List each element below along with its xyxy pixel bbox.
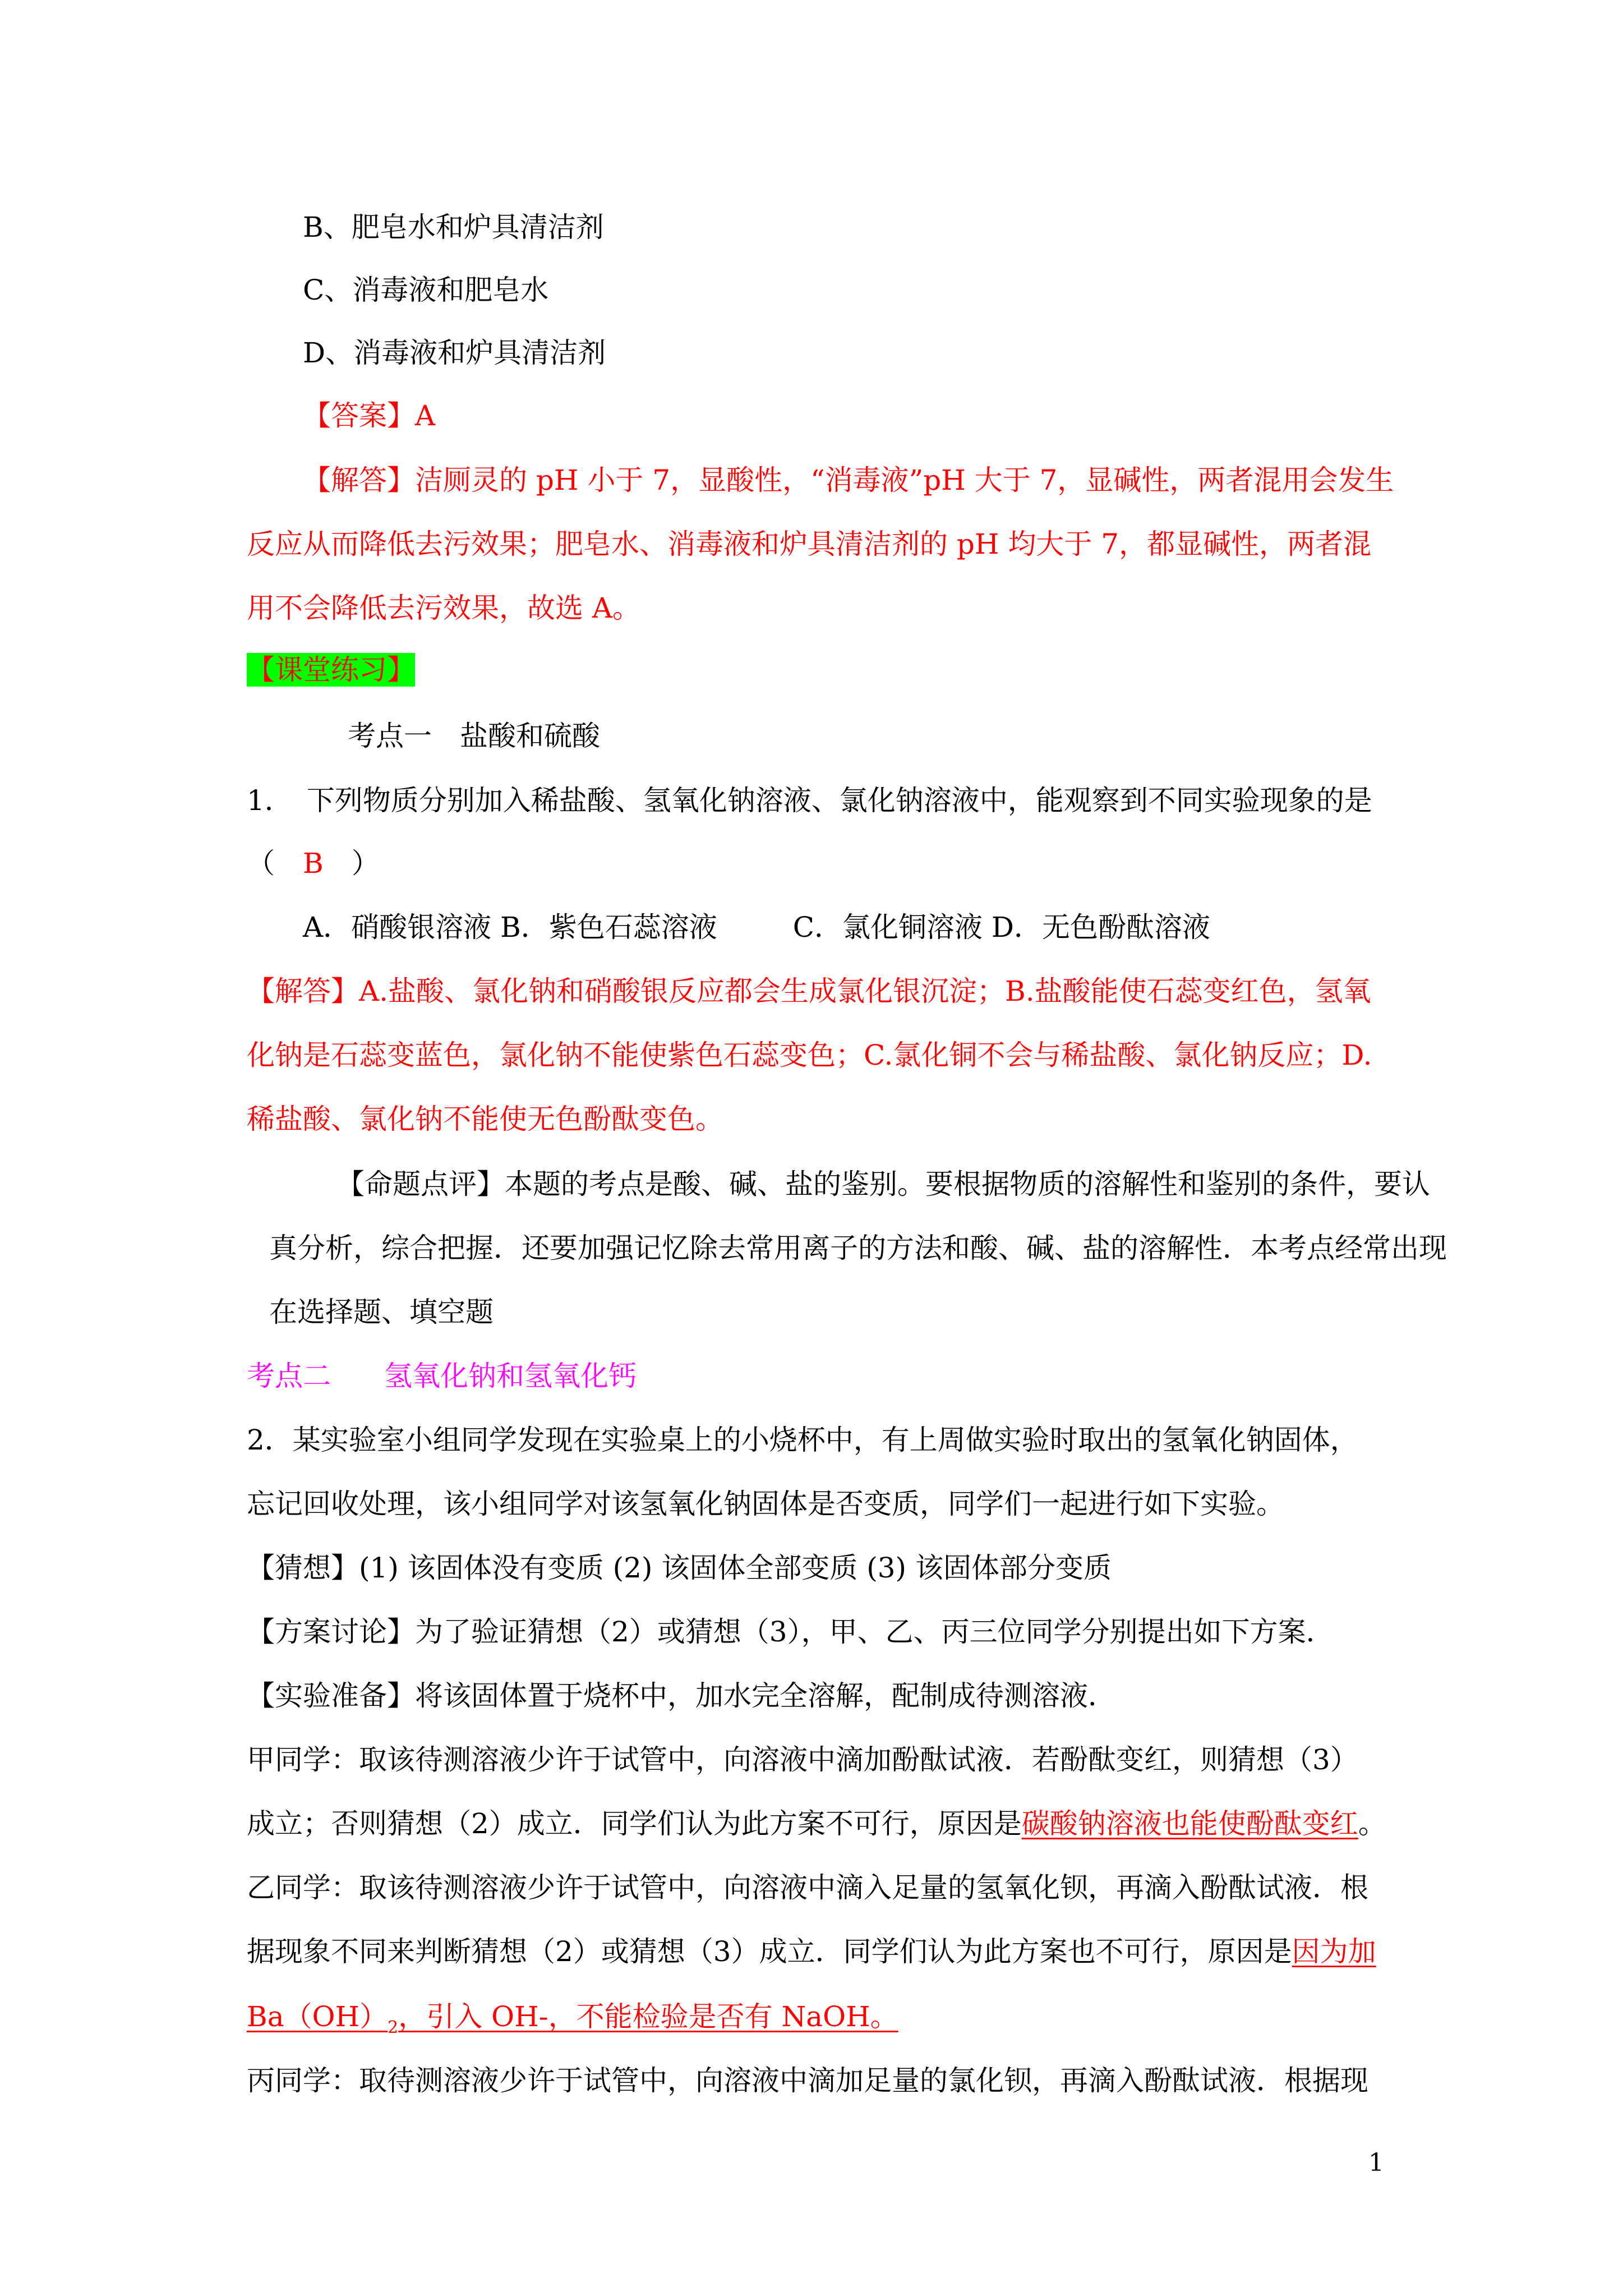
hypothesis-line: 【猜想】(1) 该固体没有变质 (2) 该固体全部变质 (3) 该固体部分变质 [247, 1552, 1112, 1584]
option-c: C、消毒液和肥皂水 [303, 274, 549, 306]
explanation-line-2: 反应从而降低去污效果；肥皂水、消毒液和炉具清洁剂的 pH 均大于 7，都显碱性，两者混 [247, 528, 1372, 560]
student-b-line-1: 乙同学：取该待测溶液少许于试管中，向溶液中滴入足量的氢氧化钡，再滴入酚酞试液．根 [247, 1871, 1368, 1904]
comment-line-3: 在选择题、填空题 [269, 1296, 494, 1328]
explanation-line-3: 用不会降低去污效果，故选 A。 [247, 592, 641, 624]
topic-one-heading: 考点一 盐酸和硫酸 [348, 720, 600, 752]
question-1-explanation-2: 化钠是石蕊变蓝色，氯化钠不能使紫色石蕊变色；C.氯化铜不会与稀盐酸、氯化钠反应；D. [247, 1039, 1372, 1071]
question-1-options [303, 910, 1210, 944]
formula-subscript: 2 [388, 2018, 399, 2037]
option-d: D、消毒液和炉具清洁剂 [303, 337, 606, 369]
comment-line-2: 真分析，综合把握．还要加强记忆除去常用离子的方法和酸、碱、盐的溶解性．本考点经常出现 [269, 1232, 1447, 1264]
experiment-prep-line: 【实验准备】将该固体置于烧杯中，加水完全溶解，配制成待测溶液． [247, 1680, 1116, 1712]
question-1-explanation-3: 稀盐酸、氯化钠不能使无色酚酞变色。 [247, 1103, 723, 1135]
question-2-stem-1: 2．某实验室小组同学发现在实验桌上的小烧杯中，有上周做实验时取出的氢氧化钠固体， [247, 1424, 1358, 1456]
class-practice-heading: 【课堂练习】 [247, 654, 415, 686]
question-2-stem-2: 忘记回收处理，该小组同学对该氢氧化钠固体是否变质，同学们一起进行如下实验。 [247, 1488, 1284, 1520]
topic-two-heading [247, 1359, 637, 1393]
bracket-close: ） [323, 847, 380, 880]
student-b-line-3 [247, 2000, 915, 2045]
option-b: B、肥皂水和炉具清洁剂 [303, 211, 604, 243]
student-a-line-2 [247, 1807, 1386, 1841]
explanation-line-1: 【解答】洁厕灵的 pH 小于 7，显酸性，“消毒液”pH 大于 7，显碱性，两者混用会发生 [303, 464, 1394, 496]
student-b-reason-end: ，引入 OH-，不能检验是否有 NaOH。 [398, 2000, 898, 2033]
question-1-answer: B [303, 847, 324, 880]
plan-discussion-line: 【方案讨论】为了验证猜想（2）或猜想（3），甲、乙、丙三位同学分别提出如下方案． [247, 1616, 1334, 1648]
answer-label: 【答案】A [303, 399, 436, 432]
options-a-b: A．硝酸银溶液 B．紫色石蕊溶液 [303, 911, 717, 944]
student-a-line-1: 甲同学：取该待测溶液少许于试管中，向溶液中滴加酚酞试液．若酚酞变红，则猜想（3） [247, 1743, 1358, 1776]
student-a-period: 。 [1358, 1807, 1386, 1840]
comment-line-1: 【命题点评】本题的考点是酸、碱、盐的鉴别。要根据物质的溶解性和鉴别的条件，要认 [336, 1168, 1430, 1200]
bracket-open: （ [247, 847, 303, 880]
student-a-text: 成立；否则猜想（2）成立．同学们认为此方案不可行，原因是 [247, 1807, 1022, 1840]
question-1-explanation-1: 【解答】A.盐酸、氯化钠和硝酸银反应都会生成氯化银沉淀；B.盐酸能使石蕊变红色，氢氧 [247, 975, 1371, 1007]
question-1-stem: 1． 下列物质分别加入稀盐酸、氢氧化钠溶液、氯化钠溶液中，能观察到不同实验现象的是 [247, 784, 1372, 817]
student-a-reason: 碳酸钠溶液也能使酚酞变红 [1021, 1807, 1358, 1840]
page-number: 1 [1368, 2148, 1384, 2177]
topic-two-title: 氢氧化钠和氢氧化钙 [384, 1360, 637, 1392]
student-b-reason-start: 因为加 [1292, 1935, 1376, 1968]
question-1-answer-blank [247, 846, 380, 880]
topic-two-label: 考点二 [247, 1360, 331, 1392]
barium-hydroxide-formula: Ba（OH） [247, 2000, 388, 2033]
student-c-line-1: 丙同学：取待测溶液少许于试管中，向溶液中滴加足量的氯化钡，再滴入酚酞试液．根据现 [247, 2064, 1368, 2097]
student-b-line-2 [247, 1935, 1376, 1968]
options-c-d: C．氯化铜溶液 D．无色酚酞溶液 [792, 911, 1210, 944]
student-b-text: 据现象不同来判断猜想（2）或猜想（3）成立．同学们认为此方案也不可行，原因是 [247, 1935, 1292, 1968]
